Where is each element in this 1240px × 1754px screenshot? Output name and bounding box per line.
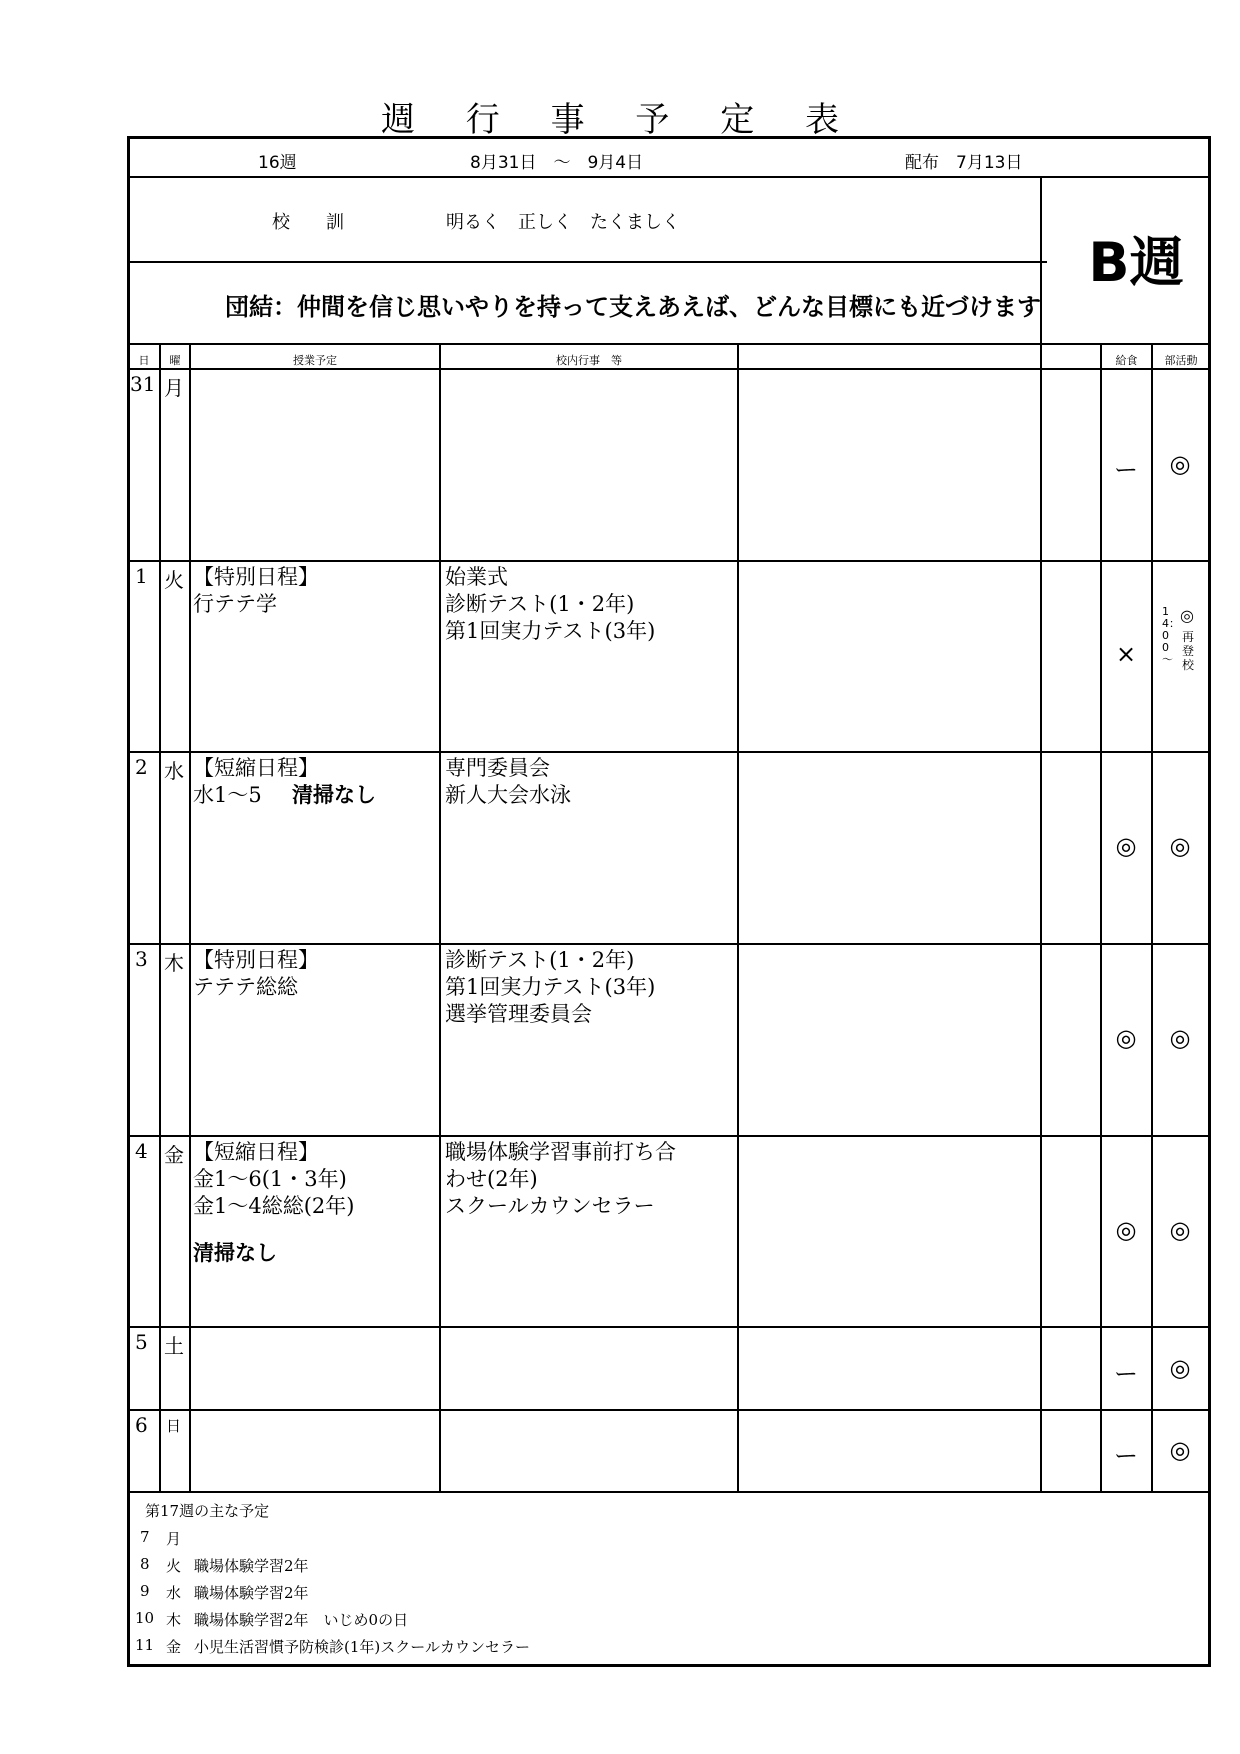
club-note: 再登校 [1182, 630, 1195, 672]
week-number: 16週 [258, 153, 297, 173]
next-week-text: 職場体験学習2年 いじめ0の日 [194, 1611, 409, 1629]
row-day: 3 [135, 947, 148, 971]
notes-divider [127, 1491, 1211, 1493]
lunch-mark: × [1115, 640, 1137, 668]
row-divider [127, 1326, 1211, 1328]
row-weekday: 日 [166, 1417, 182, 1435]
row-divider [127, 560, 1211, 562]
row-weekday: 金 [164, 1143, 184, 1167]
club-mark: ◎ [1169, 832, 1191, 860]
lunch-mark: ー [1114, 456, 1138, 484]
row-day: 2 [135, 755, 148, 779]
event-line: わせ(2年) [445, 1167, 538, 1191]
event-line: 診断テスト(1・2年) [445, 592, 635, 616]
next-week-weekday: 火 [166, 1557, 182, 1575]
class-schedule-line: 水1～5 [193, 783, 262, 807]
next-week-day: 7 [140, 1528, 150, 1546]
column-header-lunch: 給食 [1115, 354, 1138, 367]
next-week-heading: 第17週の主な予定 [145, 1502, 270, 1520]
motto-label: 校 訓 [272, 212, 344, 233]
row-day: 5 [135, 1330, 148, 1354]
page-title: 週 行 事 予 定 表 [380, 100, 860, 140]
row-weekday: 水 [164, 759, 184, 783]
motto-divider [127, 261, 1047, 263]
club-mark: ◎ [1169, 1024, 1191, 1052]
lunch-mark: ー [1114, 1442, 1138, 1470]
club-time-note: 14：00～ [1162, 605, 1180, 666]
next-week-day: 10 [135, 1609, 155, 1627]
row-divider [127, 1409, 1211, 1411]
column-divider-events [737, 343, 739, 1491]
row-weekday: 土 [164, 1334, 184, 1358]
club-mark: ◎ [1169, 450, 1191, 478]
class-schedule-line: テテテ総総 [193, 975, 298, 999]
class-schedule-line: 【短縮日程】 [193, 756, 319, 780]
row-weekday: 月 [164, 376, 184, 400]
lunch-mark: ◎ [1115, 1216, 1137, 1244]
motto-text: 明るく 正しく たくましく [446, 212, 680, 233]
column-header-divider [127, 368, 1211, 370]
event-line: 第1回実力テスト(3年) [445, 975, 656, 999]
column-header-events: 校内行事 等 [556, 354, 622, 367]
class-schedule-line: 【特別日程】 [193, 948, 319, 972]
class-schedule-note: 清掃なし [193, 1241, 277, 1265]
badge-divider [1040, 178, 1042, 343]
next-week-weekday: 水 [166, 1584, 182, 1602]
row-day: 1 [135, 564, 148, 588]
row-day: 4 [135, 1139, 148, 1163]
next-week-text: 小児生活習慣予防検診(1年)スクールカウンセラー [194, 1638, 530, 1656]
club-mark: ◎ [1169, 1216, 1191, 1244]
lunch-mark: ー [1114, 1360, 1138, 1388]
slogan-divider [127, 343, 1211, 345]
event-line: 専門委員会 [445, 756, 550, 780]
column-divider-weekday [189, 343, 191, 1491]
row-weekday: 木 [164, 951, 184, 975]
row-day: 6 [135, 1413, 148, 1437]
week-type-badge: B週 [1088, 231, 1184, 294]
event-line: 職場体験学習事前打ち合 [445, 1140, 676, 1164]
next-week-day: 9 [140, 1582, 150, 1600]
next-week-weekday: 金 [166, 1638, 182, 1656]
column-divider-extra [1040, 343, 1042, 1491]
club-mark: ◎ [1169, 1354, 1191, 1382]
lunch-mark: ◎ [1115, 1024, 1137, 1052]
row-day: 31 [130, 372, 156, 396]
column-header-day: 日 [138, 354, 150, 367]
slogan: 団結：仲間を信じ思いやりを持って支えあえば、どんな目標にも近づけます [225, 293, 1041, 321]
event-line: 選挙管理委員会 [445, 1002, 592, 1026]
class-schedule-line: 金1～4総総(2年) [193, 1194, 355, 1218]
next-week-weekday: 月 [166, 1530, 182, 1548]
class-schedule-line: 【特別日程】 [193, 565, 319, 589]
row-divider [127, 1135, 1211, 1137]
column-divider-lunch [1151, 343, 1153, 1491]
next-week-weekday: 木 [166, 1611, 182, 1629]
next-week-text: 職場体験学習2年 [194, 1584, 309, 1602]
class-schedule-line: 行テテ学 [193, 592, 277, 616]
lunch-mark: ◎ [1115, 832, 1137, 860]
class-schedule-note: 清掃なし [292, 783, 376, 807]
column-divider-blank [1100, 343, 1102, 1491]
event-line: 診断テスト(1・2年) [445, 948, 635, 972]
event-line: 始業式 [445, 565, 508, 589]
column-divider-classes [439, 343, 441, 1491]
next-week-text: 職場体験学習2年 [194, 1557, 309, 1575]
class-schedule-line: 【短縮日程】 [193, 1140, 319, 1164]
next-week-day: 11 [135, 1636, 155, 1654]
column-header-club: 部活動 [1164, 354, 1198, 367]
column-divider-day [159, 343, 161, 1491]
row-divider [127, 943, 1211, 945]
row-divider [127, 751, 1211, 753]
club-mark: ◎ [1169, 1436, 1191, 1464]
club-mark: ◎ [1180, 606, 1194, 625]
event-line: スクールカウンセラー [445, 1194, 655, 1218]
column-header-weekday: 曜 [169, 354, 181, 367]
next-week-day: 8 [140, 1555, 150, 1573]
column-header-classes: 授業予定 [293, 354, 337, 367]
row-weekday: 火 [164, 568, 184, 592]
date-range: 8月31日 ～ 9月4日 [470, 153, 644, 173]
class-schedule-line: 金1～6(1・3年) [193, 1167, 347, 1191]
event-line: 第1回実力テスト(3年) [445, 619, 656, 643]
header-divider [127, 176, 1211, 178]
event-line: 新人大会水泳 [445, 783, 571, 807]
distribution-date: 配布 7月13日 [905, 153, 1023, 173]
